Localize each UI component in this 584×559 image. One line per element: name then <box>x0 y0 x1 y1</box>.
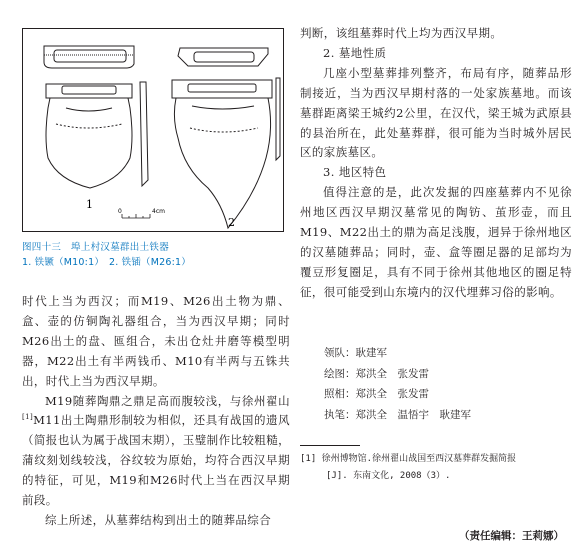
section-heading: 2. 墓地性质 <box>323 45 387 60</box>
paragraph: 判断，该组墓葬时代上均为西汉早期。 <box>300 26 503 40</box>
iron-spade-drawing <box>172 48 280 228</box>
footnote <box>300 451 572 485</box>
section-heading: 3. 地区特色 <box>323 165 387 180</box>
iron-tools-drawing <box>22 28 284 232</box>
right-column <box>300 24 572 303</box>
paragraph-m19 <box>22 392 290 511</box>
item2-number: 2 <box>228 216 235 229</box>
paragraph-part: M19随葬陶鼎之鼎足高而腹较浅，与徐州翟山 <box>45 393 290 408</box>
figure-caption-title: 图四十三 埠上村汉墓群出土铁器 <box>22 242 170 253</box>
figure-caption <box>22 240 284 270</box>
scale-bar <box>122 214 150 218</box>
credit-writers: 执笔：郑洪全 温悟宇 耿建军 <box>324 408 471 421</box>
left-column <box>22 292 290 531</box>
footnote-divider <box>300 445 360 446</box>
credit-photo: 照相：郑洪全 张发雷 <box>324 388 429 400</box>
credit-leader: 领队：耿建军 <box>324 347 387 359</box>
scale-label: 4cm <box>152 208 165 215</box>
paragraph-part: M11出土陶鼎形制较为相似，还具有战国的遗风（简报也认为属于战国末期），玉璧制作比较粗糙，蒲纹刻划线较浅，谷纹较为原始，均符合西汉早期的特征，可见，M19和M26时代上当在西汉早期前段。 <box>22 413 290 508</box>
figure-iron-tools <box>22 28 284 232</box>
footnote-line: [J]. 东南文化, 2008（3）. <box>326 471 451 481</box>
footnote-reference[interactable]: [1] <box>22 413 34 422</box>
responsible-editor: （责任编辑：王莉娜） <box>459 530 564 542</box>
footnote-line: [1] 徐州博物馆.徐州翟山战国至西汉墓葬群发掘简报 <box>300 454 517 464</box>
credit-drawing: 绘图：郑洪全 张发雷 <box>324 367 429 380</box>
scale-zero: 0 <box>118 208 122 215</box>
paragraph: 时代上当为西汉；而M19、M26出土物为鼎、盒、壶的仿铜陶礼器组合，当为西汉早期；同时M26出土的盘、匜组合，未出仓灶井磨等模型明器，M22出土有半两钱币、M10有半两与五铢共出，时代上当为西汉早期。 <box>22 294 290 388</box>
figure-caption-items: 1. 铁镢（M10:1） 2. 铁锸（M26:1） <box>22 257 191 268</box>
paragraph: 值得注意的是，此次发掘的四座墓葬内不见徐州地区西汉早期汉墓常见的陶钫、茧形壶，而且M19、M22出土的鼎为高足浅腹，迥异于徐州地区的汉墓随葬品；同时，壶、盒等圈足器的足部均为覆豆形复圈足，具有不同于徐州其他地区的圈足特征，很可能受到山东境内的汉代埋葬习俗的影响。 <box>300 185 572 299</box>
iron-hoe-drawing <box>44 46 148 188</box>
paragraph: 综上所述，从墓葬结构到出土的随葬品综合 <box>45 512 272 527</box>
paragraph: 几座小型墓葬排列整齐，布局有序，随葬品形制接近，当为西汉早期村落的一处家族墓地。而该墓群距离梁王城约2公里，在汉代，梁王城为武原县的县治所在，此处墓葬群，很可能为当时城外居民区的家族墓区。 <box>300 65 572 160</box>
item1-number: 1 <box>86 198 93 211</box>
credits <box>300 343 572 425</box>
